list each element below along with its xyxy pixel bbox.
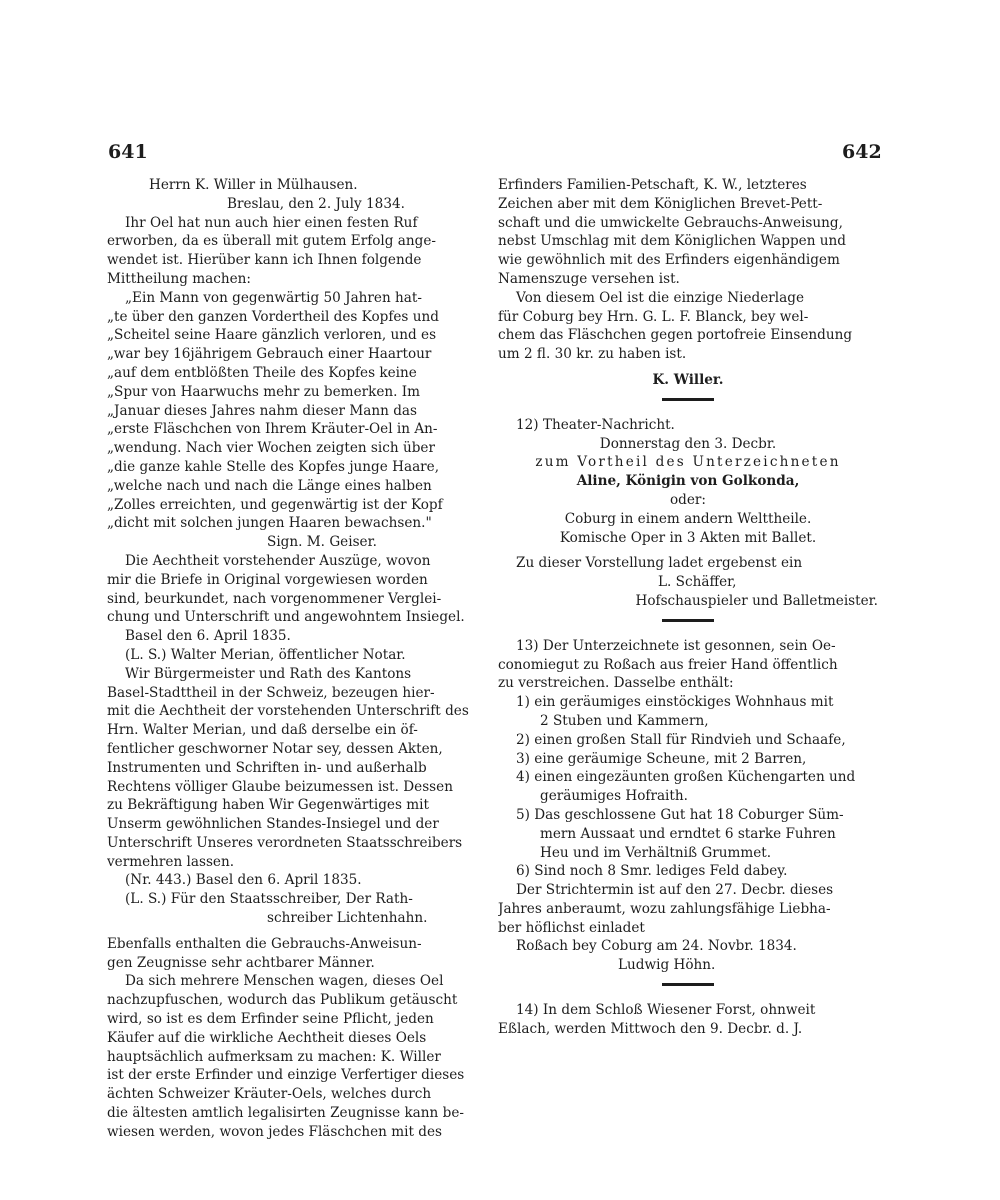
right-column-text-line: 6) Sind noch 8 Smr. lediges Feld dabey. [516,863,788,880]
right-column-text-line: Zeichen aber mit dem Königlichen Brevet-Pett- [498,195,823,212]
right-column-text-line: conomiegut zu Roßach aus freier Hand öffentlich [498,656,838,673]
left-column-text-line: ächten Schweizer Kräuter-Oels, welches durch [107,1086,432,1103]
left-column-text-line: nachzupfuschen, wodurch das Publikum getäuscht [107,992,458,1009]
left-column-text-line: „wendung. Nach vier Wochen zeigten sich über [107,440,435,457]
left-column-text-line: erworben, da es überall mit gutem Erfolg ange- [107,233,436,250]
left-column-text-line: Käufer auf die wirkliche Aechtheit dieses Oels [107,1029,427,1046]
left-column-text-line: wendet ist. Hierüber kann ich Ihnen folgende [107,252,422,269]
right-column-text-line: nebst Umschlag mit dem Königlichen Wappen und [498,233,847,250]
left-column-text-line: Instrumenten und Schriften in- und außerhalb [107,759,427,776]
left-column-text-line: Die Aechtheit vorstehender Auszüge, wovon [125,552,431,569]
left-column-text-line: Mittheilung machen: [107,270,251,287]
right-column-text-line: geräumiges Hofraith. [540,788,688,805]
left-column-text-line: „te über den ganzen Vordertheil des Kopfes und [107,308,439,325]
spacer [498,630,878,637]
right-column-text-line: Coburg in einem andern Welttheile. [564,510,812,527]
right-column-text-line: 3) eine geräumige Scheune, mit 2 Barren, [516,750,807,767]
left-column-text-line: Herrn K. Willer in Mülhausen. [149,177,358,193]
left-column-text-line: „Ein Mann von gegenwärtig 50 Jahren hat- [125,289,422,306]
spacer [498,547,878,554]
left-column-text-line: Hrn. Walter Merian, und daß derselbe ein öf- [107,722,418,739]
right-column-text-line: 12) Theater-Nachricht. [516,416,675,433]
right-column-text-line: ber höflichst einladet [498,919,645,936]
left-column-text-line: wiesen werden, wovon jedes Fläschchen mit des [107,1123,442,1140]
left-column-text-line: Ebenfalls enthalten die Gebrauchs-Anweisun- [107,935,422,952]
spacer [498,364,878,371]
left-column-text-line: fentlicher geschworner Notar sey, dessen Akten, [107,740,443,757]
section-divider [662,983,714,986]
left-column-text-line: Basel den 6. April 1835. [125,628,291,645]
right-column-text-line: 2 Stuben und Kammern, [540,712,709,729]
right-column-text-line: Von diesem Oel ist die einzige Niederlage [516,289,804,306]
left-column-text-line: Ihr Oel hat nun auch hier einen festen Ruf [125,214,418,231]
right-column-text-line: 4) einen eingezäunten großen Küchengarten und [516,769,856,786]
section-divider [662,619,714,622]
left-column-text-line: ist der erste Erfinder und einzige Verfertiger dieses [107,1067,465,1084]
right-column-text-line: 13) Der Unterzeichnete ist gesonnen, sein Oe- [516,637,836,654]
right-column-text-line: Heu und im Verhältniß Grummet. [540,844,772,861]
left-column-text-line: wird, so ist es dem Erfinder seine Pflicht, jeden [107,1011,434,1028]
right-column-text-line: L. Schäffer, [658,574,737,591]
left-column-text-line: Wir Bürgermeister und Rath des Kantons [125,665,412,682]
right-column-text-line: 1) ein geräumiges einstöckiges Wohnhaus mit [516,694,834,711]
left-column-text-line: „dicht mit solchen jungen Haaren bewachsen." [107,515,432,532]
left-column-text-line: vermehren lassen. [107,853,235,870]
right-column-text-line: Zu dieser Vorstellung ladet ergebenst ein [516,555,803,572]
left-column-text-line: „Spur von Haarwuchs mehr zu bemerken. Im [107,383,421,400]
left-column-text-line: (Nr. 443.) Basel den 6. April 1835. [125,872,362,889]
left-column-text-line: „Scheitel seine Haare gänzlich verloren, und es [107,327,437,344]
right-column-text-line: zu verstreichen. Dasselbe enthält: [498,675,734,692]
left-column-text-line: Sign. M. Geiser. [267,534,377,551]
left-column-text-line: „welche nach und nach die Länge eines halben [107,477,432,494]
left-column-text-line: mit die Aechtheit der vorstehenden Unterschrift des [107,703,469,720]
left-column-text-line: Rechtens völliger Glaube beizumessen ist. Dessen [107,778,453,795]
right-column-text-line: zum Vortheil des Unterzeichneten [535,454,841,471]
right-column-text-line: Erfinders Familien-Petschaft, K. W., letzteres [498,177,807,193]
left-column-text-line: Breslau, den 2. July 1834. [227,195,405,212]
left-column-text-line: (L. S.) Für den Staatsschreiber, Der Rath- [125,891,413,908]
right-column-text-line: 14) In dem Schloß Wiesener Forst, ohnweit [516,1002,816,1019]
right-column-text-line: Jahres anberaumt, wozu zahlungsfähige Liebha- [498,900,831,917]
left-column-text-line: „auf dem entblößten Theile des Kopfes keine [107,364,417,381]
left-column-text-line: „die ganze kahle Stelle des Kopfes junge Haare, [107,458,440,475]
left-column-text-line: mir die Briefe in Original vorgewiesen worden [107,571,428,588]
left-column-text-line: gen Zeugnisse sehr achtbarer Männer. [107,954,375,971]
right-column-text-line: Aline, Königin von Golkonda, [576,473,800,490]
right-column-text-line: 2) einen großen Stall für Rindvieh und Schaafe, [516,731,846,748]
left-column-text-line: (L. S.) Walter Merian, öffentlicher Notar. [125,646,406,663]
left-column-text-line: Basel-Stadttheil in der Schweiz, bezeugen hier- [107,684,435,701]
spacer [498,409,878,416]
left-column [107,176,485,1142]
right-column-text-line: um 2 fl. 30 kr. zu haben ist. [498,346,687,363]
left-column-text-line: hauptsächlich aufmerksam zu machen: K. Willer [107,1048,441,1065]
left-column-text-line: Unterschrift Unseres verordneten Staatsschreibers [107,834,463,851]
left-column-text-line: schreiber Lichtenhahn. [267,910,428,927]
right-column-text-line: Donnerstag den 3. Decbr. [599,435,777,452]
left-column-text-line: chung und Unterschrift und angewohntem Insiegel. [107,609,465,626]
right-column-text-line: K. Willer. [652,371,724,388]
page-number-right: 642 [842,141,882,163]
left-column-text-line: die ältesten amtlich legalisirten Zeugnisse kann be- [107,1105,464,1122]
right-column-text-line: wie gewöhnlich mit des Erfinders eigenhändigem [498,252,840,269]
right-column-text-line: Komische Oper in 3 Akten mit Ballet. [559,529,817,546]
right-column-text-line: mern Aussaat und erndtet 6 starke Fuhren [540,825,836,842]
right-column-text-line: Der Strichtermin ist auf den 27. Decbr. dieses [516,882,834,899]
left-column-text-line: „war bey 16jährigem Gebrauch einer Haartour [107,346,432,363]
right-column [498,176,878,1039]
right-column-text-line: chem das Fläschchen gegen portofreie Einsendung [498,327,853,344]
right-column-text-line: Eßlach, werden Mittwoch den 9. Decbr. d. J. [498,1020,803,1037]
right-column-text-line: Namenszuge versehen ist. [498,270,680,287]
left-column-text-line: „Januar dieses Jahres nahm dieser Mann das [107,402,417,419]
right-column-text-line: Hofschauspieler und Balletmeister. [635,592,878,609]
spacer [498,994,878,1001]
left-column-text-line: „erste Fläschchen von Ihrem Kräuter-Oel in An- [107,421,438,438]
page-number-left: 641 [108,141,148,163]
right-column-text-line: Roßach bey Coburg am 24. Novbr. 1834. [516,938,797,955]
right-column-text-line: für Coburg bey Hrn. G. L. F. Blanck, bey wel- [498,308,809,325]
left-column-text-line: „Zolles erreichten, und gegenwärtig ist der Kopf [107,496,443,513]
left-column-text-line: sind, beurkundet, nach vorgenommener Verglei- [107,590,442,607]
section-divider [662,398,714,401]
right-column-text-line: Ludwig Höhn. [618,957,716,974]
left-column-text-line: Unserm gewöhnlichen Standes-Insiegel und der [107,816,439,833]
spacer [107,928,485,935]
right-column-text-line: oder: [669,491,706,508]
right-column-text-line: schaft und die umwickelte Gebrauchs-Anweisung, [498,214,843,231]
left-column-text-line: zu Bekräftigung haben Wir Gegenwärtiges mit [107,797,429,814]
right-column-text-line: 5) Das geschlossene Gut hat 18 Coburger Süm- [516,806,844,823]
left-column-text-line: Da sich mehrere Menschen wagen, dieses Oel [125,973,444,990]
